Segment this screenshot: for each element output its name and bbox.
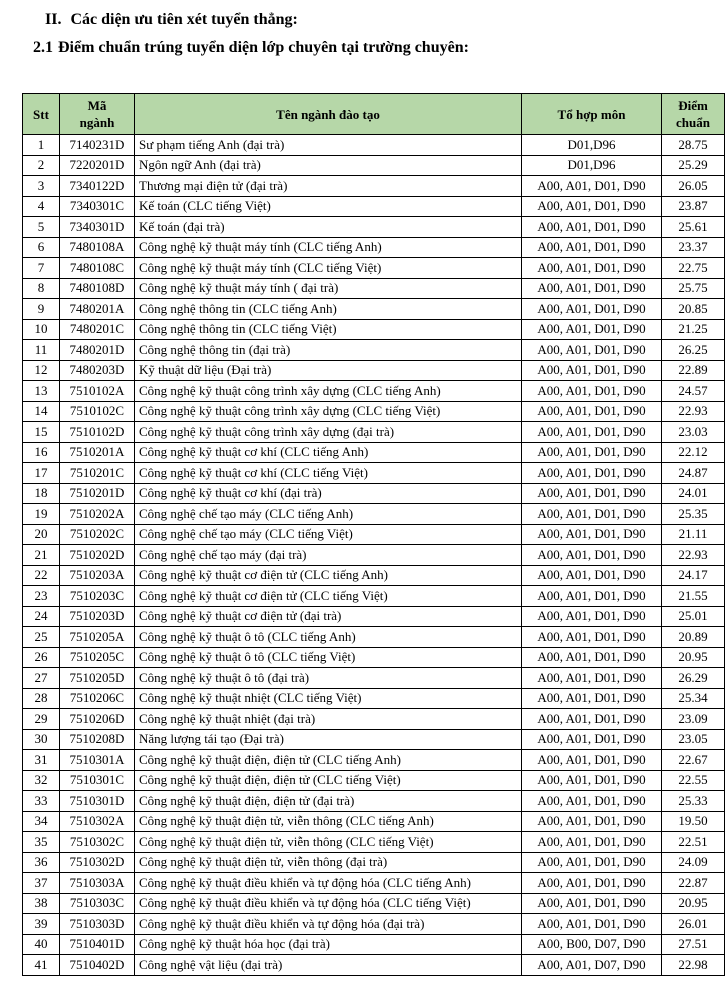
cell-stt: 27 [23,668,60,689]
cell-stt: 11 [23,340,60,361]
cell-stt: 29 [23,709,60,730]
table-row [23,442,725,463]
cell-stt: 23 [23,586,60,607]
table-row [23,791,725,812]
cell-stt: 14 [23,401,60,422]
cell-diem-chuan: 26.05 [662,176,725,197]
cell-ten-nganh: Công nghệ kỹ thuật cơ khí (đại trà) [135,483,522,504]
cell-diem-chuan: 21.11 [662,524,725,545]
header-ten-nganh: Tên ngành đào tạo [135,94,522,135]
cell-stt: 41 [23,955,60,976]
cell-diem-chuan: 26.01 [662,914,725,935]
cell-ten-nganh: Công nghệ kỹ thuật hóa học (đại trà) [135,934,522,955]
cell-diem-chuan: 22.93 [662,545,725,566]
cell-diem-chuan: 22.55 [662,770,725,791]
cell-ma-nganh: 7510203C [60,586,135,607]
cell-ma-nganh: 7510205C [60,647,135,668]
cell-ten-nganh: Công nghệ kỹ thuật điều khiển và tự động hóa (CLC tiếng Việt) [135,893,522,914]
cell-ten-nganh: Thương mại điện tử (đại trà) [135,176,522,197]
cell-stt: 9 [23,299,60,320]
cell-ma-nganh: 7510102A [60,381,135,402]
cell-stt: 25 [23,627,60,648]
cell-diem-chuan: 25.61 [662,217,725,238]
cell-ma-nganh: 7510205D [60,668,135,689]
table-row [23,832,725,853]
table-row [23,627,725,648]
table-row [23,422,725,443]
cell-to-hop-mon: A00, A01, D01, D90 [522,709,662,730]
cell-to-hop-mon: A00, A01, D01, D90 [522,770,662,791]
cell-ten-nganh: Ngôn ngữ Anh (đại trà) [135,155,522,176]
cell-diem-chuan: 25.35 [662,504,725,525]
cell-ma-nganh: 7340122D [60,176,135,197]
subsection-number: 2.1 [33,39,53,56]
table-row [23,504,725,525]
cell-diem-chuan: 26.25 [662,340,725,361]
section-heading [45,11,298,29]
table-row [23,934,725,955]
cell-ten-nganh: Công nghệ kỹ thuật cơ điện tử (đại trà) [135,606,522,627]
cell-diem-chuan: 23.87 [662,196,725,217]
cell-ma-nganh: 7480108D [60,278,135,299]
cell-to-hop-mon: A00, A01, D01, D90 [522,791,662,812]
cell-diem-chuan: 23.03 [662,422,725,443]
cell-ma-nganh: 7510201D [60,483,135,504]
table-row [23,299,725,320]
cell-to-hop-mon: D01,D96 [522,155,662,176]
cell-ma-nganh: 7480203D [60,360,135,381]
table-row [23,340,725,361]
table-row [23,278,725,299]
table-row [23,668,725,689]
cell-to-hop-mon: A00, A01, D01, D90 [522,237,662,258]
cell-stt: 40 [23,934,60,955]
cell-to-hop-mon: A00, A01, D01, D90 [522,873,662,894]
cell-ma-nganh: 7510202D [60,545,135,566]
cell-stt: 18 [23,483,60,504]
cell-diem-chuan: 20.89 [662,627,725,648]
cell-ten-nganh: Công nghệ chế tạo máy (CLC tiếng Việt) [135,524,522,545]
cell-diem-chuan: 22.87 [662,873,725,894]
cell-to-hop-mon: A00, A01, D01, D90 [522,278,662,299]
cell-ten-nganh: Công nghệ kỹ thuật điện tử, viễn thông (CLC tiếng Anh) [135,811,522,832]
cell-stt: 2 [23,155,60,176]
cell-diem-chuan: 25.29 [662,155,725,176]
cell-ma-nganh: 7510203A [60,565,135,586]
header-diem-chuan: Điểm chuẩn [662,94,725,135]
section-title: Các diện ưu tiên xét tuyển thẳng: [70,11,298,28]
cell-ma-nganh: 7480108C [60,258,135,279]
cell-ten-nganh: Công nghệ kỹ thuật máy tính ( đại trà) [135,278,522,299]
cell-to-hop-mon: A00, A01, D07, D90 [522,955,662,976]
table-row [23,381,725,402]
cell-stt: 19 [23,504,60,525]
cell-ma-nganh: 7510206C [60,688,135,709]
table-row [23,709,725,730]
cell-ma-nganh: 7510402D [60,955,135,976]
cell-diem-chuan: 25.75 [662,278,725,299]
cell-ma-nganh: 7510202C [60,524,135,545]
cell-ten-nganh: Công nghệ kỹ thuật cơ điện tử (CLC tiếng Việt) [135,586,522,607]
table-row [23,155,725,176]
cell-to-hop-mon: A00, A01, D01, D90 [522,258,662,279]
cell-to-hop-mon: A00, A01, D01, D90 [522,299,662,320]
cell-ten-nganh: Công nghệ kỹ thuật điện tử, viễn thông (CLC tiếng Việt) [135,832,522,853]
table-row [23,811,725,832]
table-row [23,463,725,484]
cell-diem-chuan: 21.25 [662,319,725,340]
cell-diem-chuan: 25.01 [662,606,725,627]
cell-diem-chuan: 24.01 [662,483,725,504]
cell-stt: 24 [23,606,60,627]
cell-ma-nganh: 7510201C [60,463,135,484]
cell-stt: 32 [23,770,60,791]
cell-ten-nganh: Công nghệ thông tin (đại trà) [135,340,522,361]
table-row [23,893,725,914]
cell-diem-chuan: 20.95 [662,647,725,668]
table-row [23,135,725,156]
cell-to-hop-mon: A00, A01, D01, D90 [522,524,662,545]
cell-ma-nganh: 7340301D [60,217,135,238]
cell-to-hop-mon: A00, A01, D01, D90 [522,442,662,463]
cell-to-hop-mon: A00, A01, D01, D90 [522,483,662,504]
cell-diem-chuan: 23.05 [662,729,725,750]
cell-stt: 30 [23,729,60,750]
cell-diem-chuan: 23.37 [662,237,725,258]
cell-stt: 15 [23,422,60,443]
cell-to-hop-mon: A00, A01, D01, D90 [522,360,662,381]
table-row [23,483,725,504]
cell-ma-nganh: 7510208D [60,729,135,750]
cell-diem-chuan: 24.17 [662,565,725,586]
cell-ma-nganh: 7510302D [60,852,135,873]
cell-diem-chuan: 19.50 [662,811,725,832]
table-row [23,565,725,586]
cell-ma-nganh: 7510202A [60,504,135,525]
cell-stt: 36 [23,852,60,873]
cell-stt: 8 [23,278,60,299]
cell-diem-chuan: 22.12 [662,442,725,463]
cell-to-hop-mon: A00, A01, D01, D90 [522,647,662,668]
cell-ma-nganh: 7480201D [60,340,135,361]
cell-to-hop-mon: D01,D96 [522,135,662,156]
cell-diem-chuan: 28.75 [662,135,725,156]
cell-ten-nganh: Kỹ thuật dữ liệu (Đại trà) [135,360,522,381]
cell-ten-nganh: Công nghệ thông tin (CLC tiếng Việt) [135,319,522,340]
cell-ma-nganh: 7510301A [60,750,135,771]
table-header [23,94,725,135]
cell-ma-nganh: 7510301C [60,770,135,791]
table-row [23,401,725,422]
cell-ma-nganh: 7510302C [60,832,135,853]
cell-ma-nganh: 7510302A [60,811,135,832]
cell-to-hop-mon: A00, A01, D01, D90 [522,852,662,873]
cell-ten-nganh: Công nghệ kỹ thuật điện, điện tử (CLC tiếng Anh) [135,750,522,771]
cell-ma-nganh: 7510206D [60,709,135,730]
table-row [23,545,725,566]
cell-to-hop-mon: A00, A01, D01, D90 [522,217,662,238]
cell-to-hop-mon: A00, A01, D01, D90 [522,893,662,914]
table-row [23,237,725,258]
cell-ten-nganh: Công nghệ kỹ thuật điện, điện tử (đại trà) [135,791,522,812]
cell-ten-nganh: Công nghệ kỹ thuật điều khiển và tự động hóa (CLC tiếng Anh) [135,873,522,894]
cell-to-hop-mon: A00, A01, D01, D90 [522,832,662,853]
cell-stt: 28 [23,688,60,709]
cell-stt: 39 [23,914,60,935]
cell-ten-nganh: Công nghệ kỹ thuật máy tính (CLC tiếng Việt) [135,258,522,279]
cell-stt: 4 [23,196,60,217]
table-row [23,647,725,668]
cell-ten-nganh: Công nghệ kỹ thuật cơ khí (CLC tiếng Việt) [135,463,522,484]
cell-to-hop-mon: A00, A01, D01, D90 [522,176,662,197]
cell-ten-nganh: Công nghệ kỹ thuật điều khiển và tự động hóa (đại trà) [135,914,522,935]
cell-to-hop-mon: A00, A01, D01, D90 [522,504,662,525]
cell-diem-chuan: 27.51 [662,934,725,955]
cell-diem-chuan: 22.75 [662,258,725,279]
cell-to-hop-mon: A00, A01, D01, D90 [522,811,662,832]
cell-ma-nganh: 7340301C [60,196,135,217]
cell-ten-nganh: Công nghệ kỹ thuật điện tử, viễn thông (đại trà) [135,852,522,873]
cell-stt: 17 [23,463,60,484]
cell-ten-nganh: Công nghệ kỹ thuật nhiệt (CLC tiếng Việt) [135,688,522,709]
cell-diem-chuan: 24.57 [662,381,725,402]
cell-to-hop-mon: A00, B00, D07, D90 [522,934,662,955]
table-body [23,135,725,976]
header-stt: Stt [23,94,60,135]
table-row [23,176,725,197]
table-row [23,873,725,894]
cell-ma-nganh: 7510303A [60,873,135,894]
cell-diem-chuan: 25.33 [662,791,725,812]
cell-ten-nganh: Công nghệ kỹ thuật điện, điện tử (CLC tiếng Việt) [135,770,522,791]
cell-ma-nganh: 7480201A [60,299,135,320]
cell-ten-nganh: Công nghệ kỹ thuật cơ điện tử (CLC tiếng Anh) [135,565,522,586]
subsection-heading [33,39,469,57]
cell-ten-nganh: Công nghệ kỹ thuật công trình xây dựng (đại trà) [135,422,522,443]
subsection-title: Điểm chuẩn trúng tuyển diện lớp chuyên tại trường chuyên: [58,39,469,56]
cell-to-hop-mon: A00, A01, D01, D90 [522,729,662,750]
cell-stt: 31 [23,750,60,771]
cell-ten-nganh: Công nghệ kỹ thuật ô tô (CLC tiếng Việt) [135,647,522,668]
cell-stt: 33 [23,791,60,812]
cell-ma-nganh: 7140231D [60,135,135,156]
cell-stt: 20 [23,524,60,545]
cell-diem-chuan: 22.51 [662,832,725,853]
cell-diem-chuan: 20.85 [662,299,725,320]
cell-ten-nganh: Công nghệ chế tạo máy (CLC tiếng Anh) [135,504,522,525]
table-row [23,319,725,340]
cell-to-hop-mon: A00, A01, D01, D90 [522,545,662,566]
cell-to-hop-mon: A00, A01, D01, D90 [522,422,662,443]
cell-to-hop-mon: A00, A01, D01, D90 [522,668,662,689]
header-ma-nganh: Mã ngành [60,94,135,135]
cell-stt: 5 [23,217,60,238]
cell-stt: 37 [23,873,60,894]
cell-ten-nganh: Công nghệ kỹ thuật ô tô (CLC tiếng Anh) [135,627,522,648]
table-header-row [23,94,725,135]
cell-stt: 7 [23,258,60,279]
cell-ten-nganh: Công nghệ chế tạo máy (đại trà) [135,545,522,566]
cell-ten-nganh: Công nghệ kỹ thuật công trình xây dựng (CLC tiếng Anh) [135,381,522,402]
cell-diem-chuan: 22.67 [662,750,725,771]
table-row [23,852,725,873]
table-row [23,729,725,750]
cell-ma-nganh: 7510303C [60,893,135,914]
cell-ten-nganh: Công nghệ vật liệu (đại trà) [135,955,522,976]
cell-ma-nganh: 7480201C [60,319,135,340]
cell-diem-chuan: 25.34 [662,688,725,709]
cell-ten-nganh: Kế toán (đại trà) [135,217,522,238]
cell-stt: 6 [23,237,60,258]
cell-stt: 26 [23,647,60,668]
table-row [23,688,725,709]
cell-diem-chuan: 23.09 [662,709,725,730]
cell-ten-nganh: Công nghệ kỹ thuật công trình xây dựng (CLC tiếng Việt) [135,401,522,422]
cell-ma-nganh: 7510205A [60,627,135,648]
table-row [23,217,725,238]
cell-diem-chuan: 24.87 [662,463,725,484]
cell-diem-chuan: 22.93 [662,401,725,422]
cell-stt: 10 [23,319,60,340]
cell-to-hop-mon: A00, A01, D01, D90 [522,319,662,340]
cell-ma-nganh: 7510401D [60,934,135,955]
cell-to-hop-mon: A00, A01, D01, D90 [522,381,662,402]
cell-diem-chuan: 22.98 [662,955,725,976]
cell-to-hop-mon: A00, A01, D01, D90 [522,196,662,217]
cell-stt: 3 [23,176,60,197]
cell-ma-nganh: 7220201D [60,155,135,176]
cell-stt: 38 [23,893,60,914]
cell-ten-nganh: Công nghệ kỹ thuật nhiệt (đại trà) [135,709,522,730]
cell-stt: 12 [23,360,60,381]
cell-ma-nganh: 7510102D [60,422,135,443]
cell-stt: 1 [23,135,60,156]
cell-ma-nganh: 7510303D [60,914,135,935]
cell-stt: 21 [23,545,60,566]
section-number: II. [45,11,62,28]
table-row [23,196,725,217]
cell-ten-nganh: Công nghệ kỹ thuật máy tính (CLC tiếng Anh) [135,237,522,258]
table-row [23,258,725,279]
cell-to-hop-mon: A00, A01, D01, D90 [522,688,662,709]
cell-stt: 16 [23,442,60,463]
cell-stt: 34 [23,811,60,832]
cell-stt: 13 [23,381,60,402]
cell-stt: 35 [23,832,60,853]
admission-table [22,93,725,976]
cell-to-hop-mon: A00, A01, D01, D90 [522,627,662,648]
cell-ten-nganh: Sư phạm tiếng Anh (đại trà) [135,135,522,156]
cell-ma-nganh: 7480108A [60,237,135,258]
cell-diem-chuan: 20.95 [662,893,725,914]
cell-ma-nganh: 7510201A [60,442,135,463]
cell-to-hop-mon: A00, A01, D01, D90 [522,750,662,771]
cell-to-hop-mon: A00, A01, D01, D90 [522,914,662,935]
cell-to-hop-mon: A00, A01, D01, D90 [522,606,662,627]
cell-stt: 22 [23,565,60,586]
cell-diem-chuan: 24.09 [662,852,725,873]
table-row [23,955,725,976]
table-row [23,606,725,627]
cell-diem-chuan: 21.55 [662,586,725,607]
cell-ma-nganh: 7510203D [60,606,135,627]
cell-to-hop-mon: A00, A01, D01, D90 [522,401,662,422]
cell-ten-nganh: Công nghệ kỹ thuật ô tô (đại trà) [135,668,522,689]
cell-diem-chuan: 22.89 [662,360,725,381]
table-row [23,914,725,935]
cell-to-hop-mon: A00, A01, D01, D90 [522,565,662,586]
cell-to-hop-mon: A00, A01, D01, D90 [522,463,662,484]
table-row [23,750,725,771]
cell-ten-nganh: Công nghệ kỹ thuật cơ khí (CLC tiếng Anh) [135,442,522,463]
table-row [23,770,725,791]
cell-to-hop-mon: A00, A01, D01, D90 [522,586,662,607]
header-to-hop-mon: Tổ hợp môn [522,94,662,135]
cell-ma-nganh: 7510301D [60,791,135,812]
cell-ten-nganh: Công nghệ thông tin (CLC tiếng Anh) [135,299,522,320]
cell-ten-nganh: Kế toán (CLC tiếng Việt) [135,196,522,217]
cell-ma-nganh: 7510102C [60,401,135,422]
table-row [23,586,725,607]
table-row [23,360,725,381]
cell-ten-nganh: Năng lượng tái tạo (Đại trà) [135,729,522,750]
table-row [23,524,725,545]
cell-diem-chuan: 26.29 [662,668,725,689]
cell-to-hop-mon: A00, A01, D01, D90 [522,340,662,361]
